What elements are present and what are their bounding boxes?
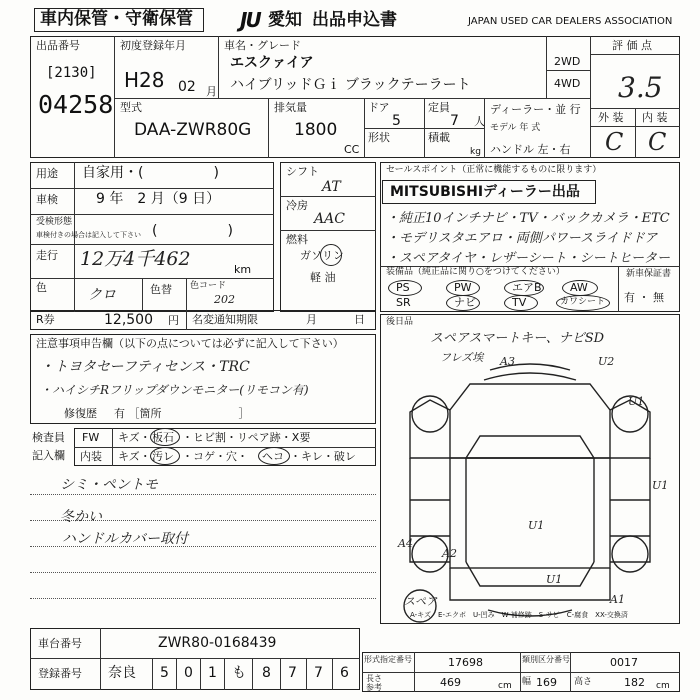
- recall-value: ( ): [152, 223, 233, 239]
- selling-line-1: ・純正10インチナビ・TV・バックカメラ・ETC: [386, 211, 670, 226]
- circle-airbag: [504, 280, 544, 296]
- fw-label: FW: [82, 431, 100, 444]
- circle-tv: [504, 295, 538, 311]
- diagram-note-u2: U2: [598, 355, 615, 368]
- reg-char-8: 6: [340, 665, 349, 681]
- color-label: 色: [36, 281, 47, 294]
- equip-ps: PS: [396, 281, 410, 294]
- color-change-label: 色替: [150, 283, 172, 296]
- shift-value: AT: [322, 179, 341, 195]
- cautions-label: 注意事項申告欄（以下の点については必ずに記入して下さい）: [36, 337, 344, 350]
- association-name: JAPAN USED CAR DEALERS ASSOCIATION: [468, 16, 673, 27]
- first-reg-label: 初度登録年月: [120, 39, 186, 52]
- in-stain-circle: [150, 447, 180, 465]
- lot-label: 出品番号: [36, 39, 80, 52]
- drive-4wd: 4WD: [554, 77, 581, 90]
- inspection-label: 車検: [36, 193, 58, 206]
- grade-score-value: 3.5: [618, 71, 663, 104]
- fuel-label: 燃料: [286, 233, 308, 246]
- equip-leather-seat: カワシート: [560, 297, 606, 307]
- equipment-grid: [384, 280, 616, 312]
- reg-char-4: も: [232, 665, 246, 681]
- displacement-label: 排気量: [274, 101, 307, 114]
- use-value: 自家用・( ): [82, 165, 219, 181]
- recycle-label: R券: [36, 313, 55, 326]
- color-code-value: 202: [214, 293, 235, 306]
- equip-pw: PW: [454, 281, 472, 294]
- length-label: 長さ: [366, 674, 382, 683]
- circle-navi: [446, 295, 480, 311]
- fw-chip: 板石: [152, 431, 174, 444]
- reg-no-cells: [100, 658, 360, 690]
- reg-place: 奈良: [108, 665, 136, 681]
- fw-chip-circle: [150, 428, 180, 446]
- circle-ps: [388, 280, 422, 296]
- chassis-label: 車台番号: [38, 637, 82, 650]
- inspector-note-3: ハンドルカバー取付: [62, 531, 188, 547]
- fw-rest: ・ヒビ割・リペア跡・X要: [182, 431, 311, 444]
- mileage-label: 走行: [36, 249, 58, 262]
- warranty-label: 新車保証書: [626, 269, 672, 279]
- recycle-value: 12,500: [104, 312, 153, 328]
- in-label: 内装: [80, 450, 102, 463]
- circle-leather: [556, 295, 610, 311]
- model-label: 車名・グレード: [224, 39, 301, 52]
- width-label: 幅: [522, 677, 532, 687]
- rear-notes-label: 後日品: [386, 317, 414, 327]
- equip-navi: ナビ: [454, 296, 476, 309]
- height-label: 高さ: [574, 677, 593, 687]
- width-value: 169: [536, 676, 557, 689]
- mileage-value: 12万4千462: [80, 248, 191, 270]
- load-label: 積載: [428, 131, 450, 144]
- diagram-note-spare: スペア: [404, 595, 437, 608]
- shift-label: シフト: [286, 165, 319, 178]
- displacement-value: 1800: [294, 120, 338, 140]
- reg-char-7: 7: [314, 665, 323, 681]
- warranty-value: 有 ・ 無: [624, 291, 664, 304]
- equip-airbag: エアB: [512, 281, 542, 294]
- drive-2wd: 2WD: [554, 55, 581, 68]
- logo-place: 愛知: [268, 10, 302, 30]
- type-value: DAA-ZWR80G: [134, 120, 252, 140]
- inspector-note-2: 冬かい: [60, 509, 102, 525]
- length-unit: cm: [498, 681, 512, 691]
- reg-char-3: 1: [208, 665, 217, 681]
- model-year-label: モデル 年 式: [490, 123, 541, 133]
- reg-no-label: 登録番号: [38, 667, 82, 680]
- chassis-value: ZWR80-0168439: [158, 635, 277, 651]
- height-unit: cm: [656, 681, 670, 691]
- repair-value: 有 ［箇所 ］: [114, 407, 250, 420]
- selling-point-label: セールスポイント（正常に機能するものに限ります）: [386, 165, 602, 175]
- fuel-gas-circle: [320, 244, 342, 266]
- name-change-month: 月: [306, 313, 317, 326]
- rear-notes-value: スペアスマートキー、ナビSD: [430, 331, 605, 346]
- in-scratch: キズ・: [118, 450, 151, 463]
- doors-label: ドア: [368, 101, 390, 114]
- aircon-value: AAC: [314, 211, 345, 227]
- selling-headline: MITSUBISHIディーラー出品: [390, 184, 580, 200]
- recall-label: 受検形態: [36, 217, 73, 227]
- diagram-legend: A-キズ E-エクボ U-凹み W-補修跡 S-サビ C-腐食 XX-交換済: [410, 611, 628, 619]
- use-label: 用途: [36, 167, 58, 180]
- diagram-note-front: フレズ埃: [440, 351, 484, 364]
- dealer-label: ディーラー・並 行: [490, 103, 581, 116]
- diagram-note-u1-b: U1: [546, 573, 563, 586]
- color-code-label: 色コード: [190, 281, 227, 291]
- exterior-value: C: [605, 128, 624, 156]
- cautions-line-1: ・トヨタセーフティセンス・TRC: [40, 359, 250, 375]
- in-burn: ・コゲ・穴・: [182, 450, 248, 463]
- reg-char-2: 0: [184, 665, 193, 681]
- model-grade: ハイブリッドＧｉ ブラックテーラート: [230, 77, 471, 93]
- aircon-label: 冷房: [286, 199, 308, 212]
- fw-scratch: キズ・: [118, 431, 151, 444]
- equip-tv: TV: [512, 296, 527, 309]
- first-reg-year: H28: [124, 68, 165, 92]
- exterior-label: 外 装: [598, 111, 624, 124]
- mileage-unit: km: [234, 263, 252, 276]
- diagram-note-u1-c: U1: [652, 479, 669, 492]
- recall-sub: 車検付きの場合は記入して下さい: [36, 231, 141, 239]
- displacement-unit: CC: [344, 143, 360, 156]
- diagram-note-a3: A3: [500, 355, 515, 368]
- first-reg-month-unit: 月: [206, 85, 217, 98]
- load-unit: kg: [470, 147, 481, 157]
- diagram-note-u1-d: U1: [528, 519, 545, 532]
- in-dent-circle: [258, 447, 290, 465]
- interior-value: C: [648, 128, 667, 156]
- storage-badge: 車内保管・守衛保管: [40, 9, 193, 29]
- capacity-value: 7: [450, 113, 459, 129]
- cautions-line-2: ・ハイシチRフリップダウンモニター(リモコン有): [40, 383, 309, 397]
- reg-char-5: 8: [262, 665, 271, 681]
- lot-number: 04258: [38, 90, 114, 119]
- selling-line-3: ・スペアタイヤ・レザーシート・シートヒーター: [386, 251, 671, 266]
- type-label: 型式: [120, 101, 142, 114]
- handle-label: ハンドル 左・右: [490, 143, 571, 156]
- shape-label: 形状: [368, 131, 390, 144]
- length-value: 469: [440, 676, 461, 689]
- reg-char-1: 5: [160, 665, 169, 681]
- lot-bracket-no: [2130]: [46, 65, 97, 81]
- model-name: エスクァイア: [230, 55, 314, 71]
- fuel-gas: ガソリン: [300, 249, 344, 262]
- grade-score-label: 評 価 点: [612, 39, 652, 52]
- class-no-value: 0017: [610, 656, 638, 669]
- selling-line-2: ・モデリスタエアロ・両側パワースライドドア: [386, 231, 658, 246]
- reg-char-6: 7: [288, 665, 297, 681]
- type-no-value: 17698: [448, 656, 483, 669]
- inspection-value: 9 年 2 月（9 日）: [96, 191, 221, 207]
- equip-sr: SR: [396, 296, 411, 309]
- recycle-unit: 円: [168, 314, 179, 327]
- name-change-label: 名変通知期限: [192, 313, 258, 326]
- circle-aw: [562, 280, 598, 296]
- inspector-note-1: シミ・ペントモ: [60, 477, 158, 493]
- in-rest: ・キレ・破レ: [290, 450, 356, 463]
- equipment-label: 装備品（純正品に関り○をつけてください）: [386, 267, 565, 277]
- in-dent: ヘコ: [262, 450, 284, 463]
- inspector-label-2: 記入欄: [32, 449, 65, 462]
- diagram-note-a2: A2: [442, 547, 457, 560]
- ref-label: 参考: [366, 683, 382, 692]
- circle-pw: [446, 280, 480, 296]
- color-value: クロ: [88, 287, 116, 303]
- repair-label: 修復歴: [64, 407, 97, 420]
- class-no-label: 類別区分番号: [522, 655, 570, 664]
- ju-logo: JU: [240, 8, 260, 32]
- diagram-note-u1-a: U1: [628, 395, 645, 408]
- type-no-label: 形式指定番号: [364, 655, 412, 664]
- diagram-note-a1: A1: [610, 593, 625, 606]
- form-title: 出品申込書: [312, 10, 397, 30]
- interior-label: 内 装: [642, 111, 668, 124]
- car-body-diagram: [380, 340, 680, 624]
- first-reg-month: 02: [178, 79, 196, 95]
- inspector-label: 検査員: [32, 431, 65, 444]
- equip-aw: AW: [570, 281, 588, 294]
- height-value: 182: [624, 676, 645, 689]
- capacity-label: 定員: [428, 101, 450, 114]
- diagram-note-a4: A4: [398, 537, 413, 550]
- in-stain: 汚レ: [152, 450, 174, 463]
- upper-frame: [30, 36, 680, 158]
- name-change-day: 日: [354, 313, 365, 326]
- fuel-diesel: 軽 油: [310, 271, 336, 284]
- capacity-unit: 人: [474, 115, 485, 128]
- doors-value: 5: [392, 113, 401, 129]
